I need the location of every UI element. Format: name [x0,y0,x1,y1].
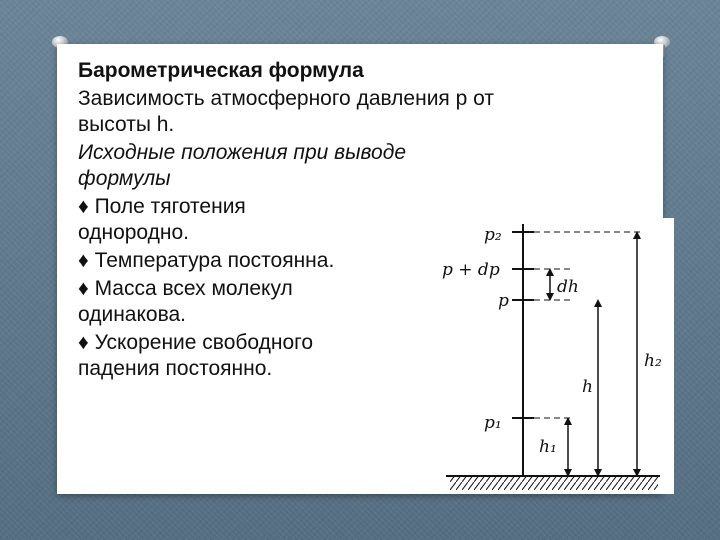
label-p1: p₁ [484,413,502,433]
label-h: h [582,377,593,397]
bullet-item-1 [78,194,663,220]
label-h2: h₂ [644,351,662,371]
assumptions-heading-line-2: формулы [78,167,171,190]
label-p2: p₂ [484,225,502,245]
label-p-plus-dp: p + dp [442,260,500,280]
diamond-bullet-icon: ♦ [78,249,89,272]
label-h1: h₁ [539,437,557,457]
bullet-text: Температура постоянна. [94,249,335,272]
bullet-text: Поле тяготения [94,195,246,218]
slide-title: Барометрическая формула [78,59,364,82]
bullet-item-3-continuation: одинакова. [78,303,187,326]
diamond-bullet-icon: ♦ [78,195,89,218]
assumptions-heading-line-1: Исходные положения при выводе [78,141,407,164]
subtitle-line-1: Зависимость атмосферного давления p от [78,87,494,110]
diamond-bullet-icon: ♦ [78,277,89,300]
subtitle-line-2: высоты h. [78,113,175,136]
diagram-svg [432,218,674,494]
bullet-text: Ускорение свободного [94,331,314,354]
diamond-bullet-icon: ♦ [78,331,89,354]
label-dh: dh [557,277,579,297]
pressure-height-diagram [432,218,674,494]
bullet-item-4-continuation: падения постоянно. [78,357,273,380]
bullet-item-1-continuation: однородно. [78,221,190,244]
ground-hatching [450,476,658,490]
bullet-text: Масса всех молекул [94,277,293,300]
label-p: p [498,291,509,311]
